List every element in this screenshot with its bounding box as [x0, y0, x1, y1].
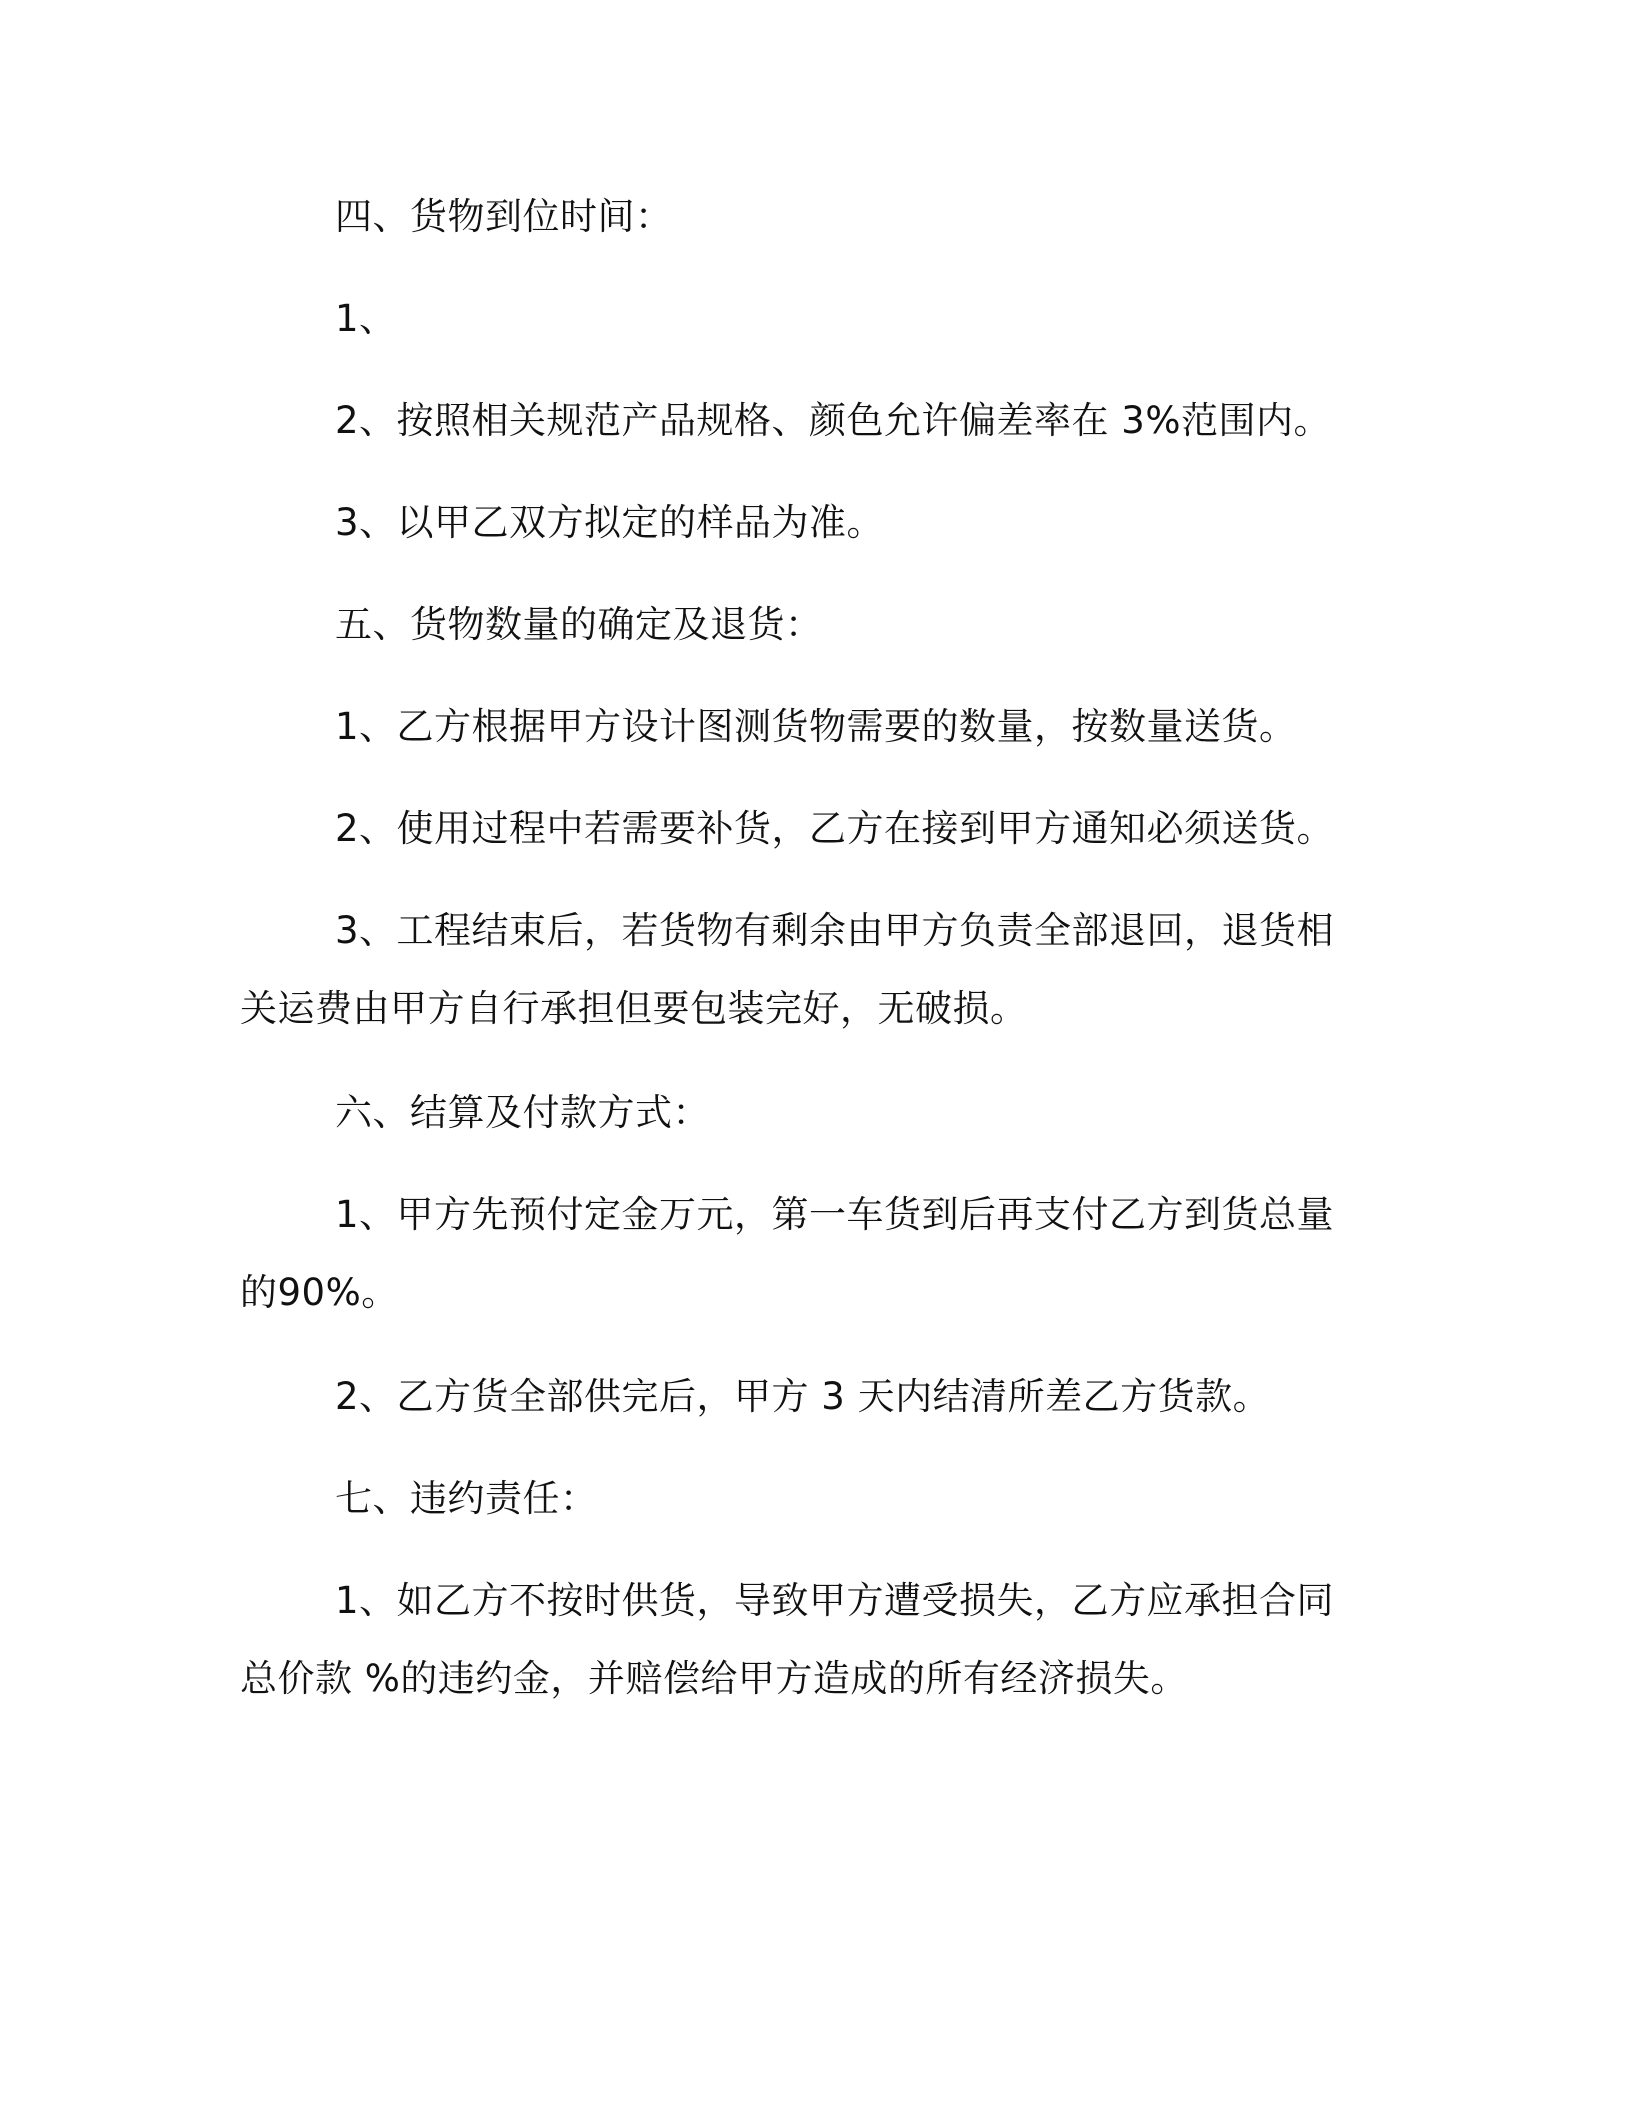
section-heading-settlement-payment: 六、结算及付款方式：: [335, 1091, 710, 1134]
quantity-item-2: 2、使用过程中若需要补货，乙方在接到甲方通知必须送货。: [335, 807, 1335, 850]
delivery-time-item-2: 2、按照相关规范产品规格、颜色允许偏差率在 3%范围内。: [335, 399, 1331, 442]
liability-item-1: 1、如乙方不按时供货，导致甲方遭受损失，乙方应承担合同总价款 %的违约金，并赔偿给甲方造成的所有经济损失。: [240, 1579, 1335, 1700]
delivery-time-item-1: 1、: [335, 297, 397, 340]
section-heading-delivery-time: 四、货物到位时间：: [335, 195, 673, 238]
delivery-time-item-3: 3、以甲乙双方拟定的样品为准。: [335, 501, 885, 544]
section-heading-quantity-returns: 五、货物数量的确定及退货：: [335, 603, 823, 646]
section-heading-liability: 七、违约责任：: [335, 1477, 598, 1520]
quantity-item-3: 3、工程结束后，若货物有剩余由甲方负责全部退回，退货相关运费由甲方自行承担但要包装完好，无破损。: [240, 909, 1335, 1030]
quantity-item-1: 1、乙方根据甲方设计图测货物需要的数量，按数量送货。: [335, 705, 1297, 748]
payment-item-2: 2、乙方货全部供完后，甲方 3 天内结清所差乙方货款。: [335, 1375, 1271, 1418]
payment-item-1: 1、甲方先预付定金万元，第一车货到后再支付乙方到货总量的90%。: [240, 1193, 1335, 1314]
